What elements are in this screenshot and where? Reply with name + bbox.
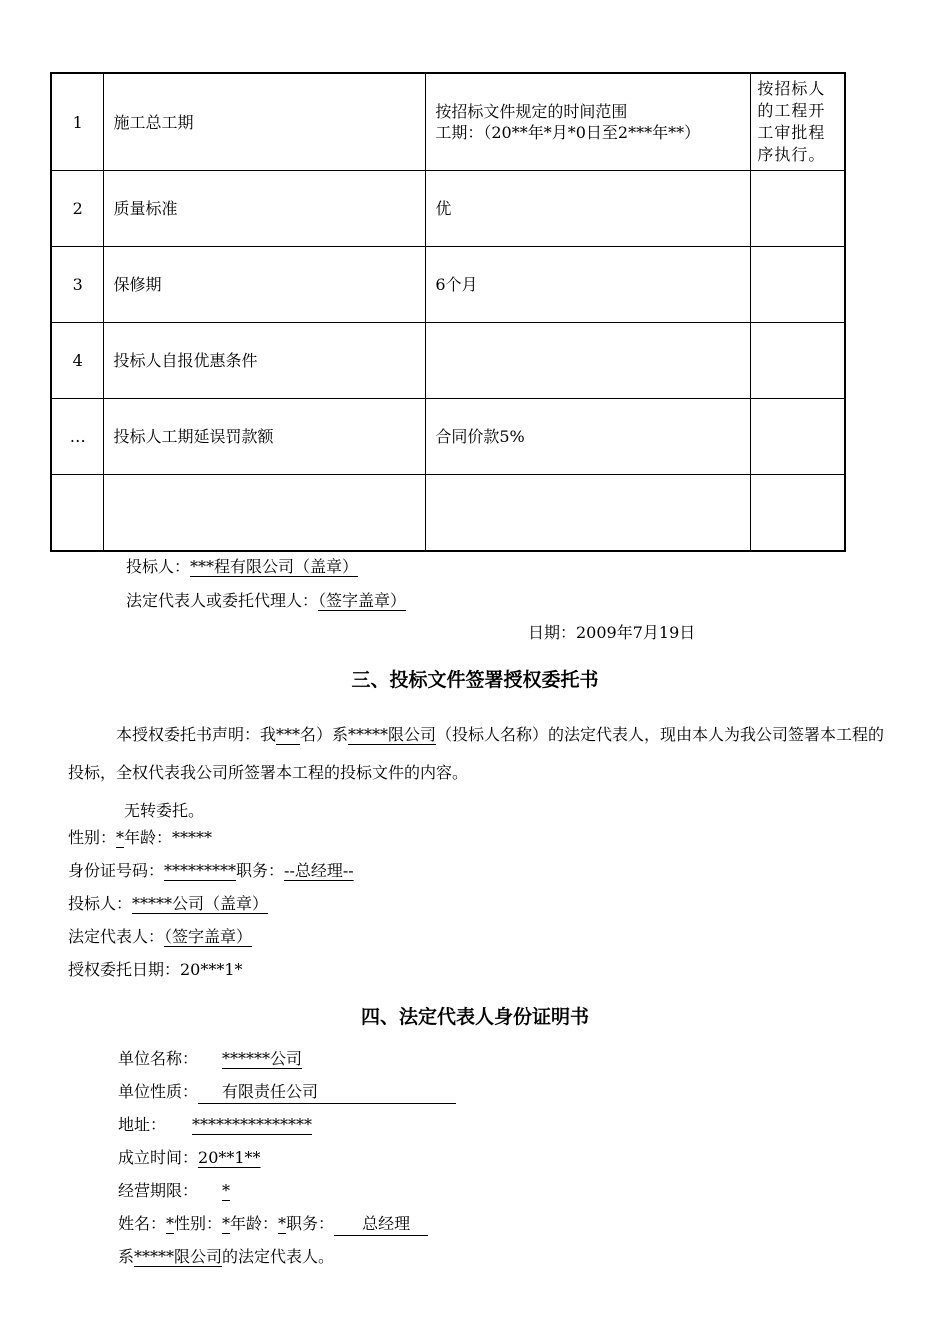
founded-value: 20**1** bbox=[198, 1148, 261, 1167]
unit-name-line bbox=[118, 1048, 302, 1070]
row-value: 合同价款5% bbox=[426, 399, 751, 475]
representative-label: 法定代表人或委托代理人： bbox=[126, 591, 319, 610]
label: 成立时间： bbox=[118, 1148, 199, 1167]
row-note bbox=[751, 171, 845, 247]
address-line bbox=[118, 1114, 312, 1136]
table-row bbox=[51, 399, 845, 475]
bidder-line bbox=[126, 556, 358, 578]
id-post-line bbox=[68, 860, 354, 882]
row-note bbox=[751, 475, 845, 552]
unit-type-line bbox=[118, 1081, 456, 1104]
id-value: ********* bbox=[164, 861, 237, 880]
row-value bbox=[426, 475, 751, 552]
row-number bbox=[51, 475, 104, 552]
row-item bbox=[104, 475, 426, 552]
age-value: * bbox=[278, 1214, 287, 1233]
bidder-value: *****公司（盖章） bbox=[132, 894, 269, 913]
text-run: *** bbox=[276, 725, 301, 744]
row-note bbox=[751, 323, 845, 399]
row-value: 6个月 bbox=[426, 247, 751, 323]
term-line bbox=[118, 1180, 230, 1202]
label: 性别： bbox=[174, 1214, 223, 1233]
row-item: 投标人工期延误罚款额 bbox=[104, 399, 426, 475]
label: 经营期限： bbox=[118, 1181, 199, 1200]
text-run: 名）系 bbox=[300, 725, 349, 744]
sign-date: 日期：2009年7月19日 bbox=[528, 623, 696, 642]
bid-terms-table bbox=[50, 72, 846, 552]
table-row bbox=[51, 475, 845, 552]
label: 年龄： bbox=[230, 1214, 279, 1233]
company-value: *****限公司 bbox=[134, 1247, 223, 1266]
legal-rep-statement bbox=[118, 1246, 334, 1268]
text-run: 的法定代表人。 bbox=[222, 1247, 335, 1266]
table-row bbox=[51, 247, 845, 323]
row-note bbox=[751, 247, 845, 323]
label: 单位性质： bbox=[118, 1082, 199, 1101]
row-note bbox=[751, 399, 845, 475]
label: 投标人： bbox=[68, 894, 133, 913]
row-value bbox=[426, 323, 751, 399]
label: 职务： bbox=[286, 1214, 335, 1233]
representative-value: （签字盖章） bbox=[318, 591, 407, 610]
label: 单位名称： bbox=[118, 1049, 199, 1068]
row-number: 2 bbox=[51, 171, 104, 247]
row-number: 1 bbox=[51, 73, 104, 171]
founded-line bbox=[118, 1147, 261, 1169]
unit-name-value: ******公司 bbox=[222, 1049, 303, 1068]
text-run: （投标人名称）的法定代表人，现由本人为我公司签署本工程的投标，全权代表我公司所签署本工程的投标文件的内容。 bbox=[68, 725, 885, 782]
label: 职务： bbox=[236, 861, 285, 880]
address-value: *************** bbox=[192, 1115, 313, 1134]
gender-value: * bbox=[116, 828, 125, 847]
rep-value: （签字盖章） bbox=[164, 927, 253, 946]
unit-type-value: 有限责任公司 bbox=[198, 1081, 456, 1104]
bidder-seal-line bbox=[68, 893, 268, 915]
row-value-line: 按招标文件规定的时间范围 bbox=[435, 102, 628, 121]
row-item: 质量标准 bbox=[104, 171, 426, 247]
label: 年龄： bbox=[124, 828, 173, 847]
representative-line bbox=[126, 590, 406, 612]
term-value: * bbox=[222, 1181, 231, 1200]
text-run: 系 bbox=[118, 1247, 135, 1266]
row-item: 施工总工期 bbox=[104, 73, 426, 171]
label: 身份证号码： bbox=[68, 861, 165, 880]
table-row bbox=[51, 171, 845, 247]
bidder-value: ***程有限公司（盖章） bbox=[190, 557, 359, 576]
table-row bbox=[51, 323, 845, 399]
row-value-line: 工期：（20**年*月*0日至2***年**） bbox=[435, 123, 701, 142]
gender-age-line bbox=[68, 827, 212, 849]
row-value bbox=[426, 73, 751, 171]
row-note: 按招标人的工程开工审批程序执行。 bbox=[751, 73, 845, 171]
age-value: ***** bbox=[172, 828, 213, 847]
row-value: 优 bbox=[426, 171, 751, 247]
no-transfer-note: 无转委托。 bbox=[124, 801, 205, 820]
section-title: 四、法定代表人身份证明书 bbox=[360, 1006, 589, 1028]
gender-value: * bbox=[222, 1214, 231, 1233]
table-row bbox=[51, 73, 845, 171]
post-value: --总经理-- bbox=[284, 861, 354, 880]
text-run: *****限公司 bbox=[348, 725, 437, 744]
row-item: 投标人自报优惠条件 bbox=[104, 323, 426, 399]
row-number: … bbox=[51, 399, 104, 475]
authorization-date: 授权委托日期：20***1* bbox=[68, 960, 243, 979]
legal-rep-line bbox=[68, 926, 252, 948]
label: 性别： bbox=[68, 828, 117, 847]
label: 地址： bbox=[118, 1115, 167, 1134]
row-number: 4 bbox=[51, 323, 104, 399]
row-item: 保修期 bbox=[104, 247, 426, 323]
bidder-label: 投标人： bbox=[126, 557, 191, 576]
authorization-paragraph bbox=[68, 716, 888, 792]
person-line bbox=[118, 1213, 428, 1236]
section-title: 三、投标文件签署授权委托书 bbox=[351, 669, 599, 691]
name-value: * bbox=[166, 1214, 175, 1233]
text-run: 本授权委托书声明：我 bbox=[116, 725, 277, 744]
post-value: 总经理 bbox=[334, 1213, 428, 1236]
label: 姓名： bbox=[118, 1214, 167, 1233]
row-number: 3 bbox=[51, 247, 104, 323]
label: 法定代表人： bbox=[68, 927, 165, 946]
